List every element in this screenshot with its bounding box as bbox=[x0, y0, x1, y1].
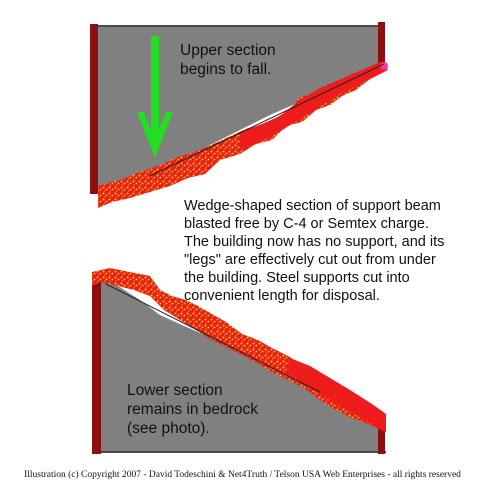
upper-left-column bbox=[90, 24, 98, 194]
copyright-notice: Illustration (c) Copyright 2007 - David Todeschini & Net4Truth / Telson USA Web Enterprises - all rights reserved bbox=[24, 470, 461, 480]
upper-pink-mark bbox=[380, 62, 388, 70]
lower-section-caption: Lower section remains in bedrock (see photo). bbox=[127, 382, 258, 437]
upper-section-caption: Upper section begins to fall. bbox=[180, 42, 276, 78]
wedge-explanation-caption: Wedge-shaped section of support beam blasted free by C-4 or Semtex charge. The building now has no support, and its "legs" are effectively cut out from under the building. Steel supports cut into convenient length for disposal. bbox=[184, 198, 445, 304]
lower-left-column bbox=[92, 276, 101, 454]
